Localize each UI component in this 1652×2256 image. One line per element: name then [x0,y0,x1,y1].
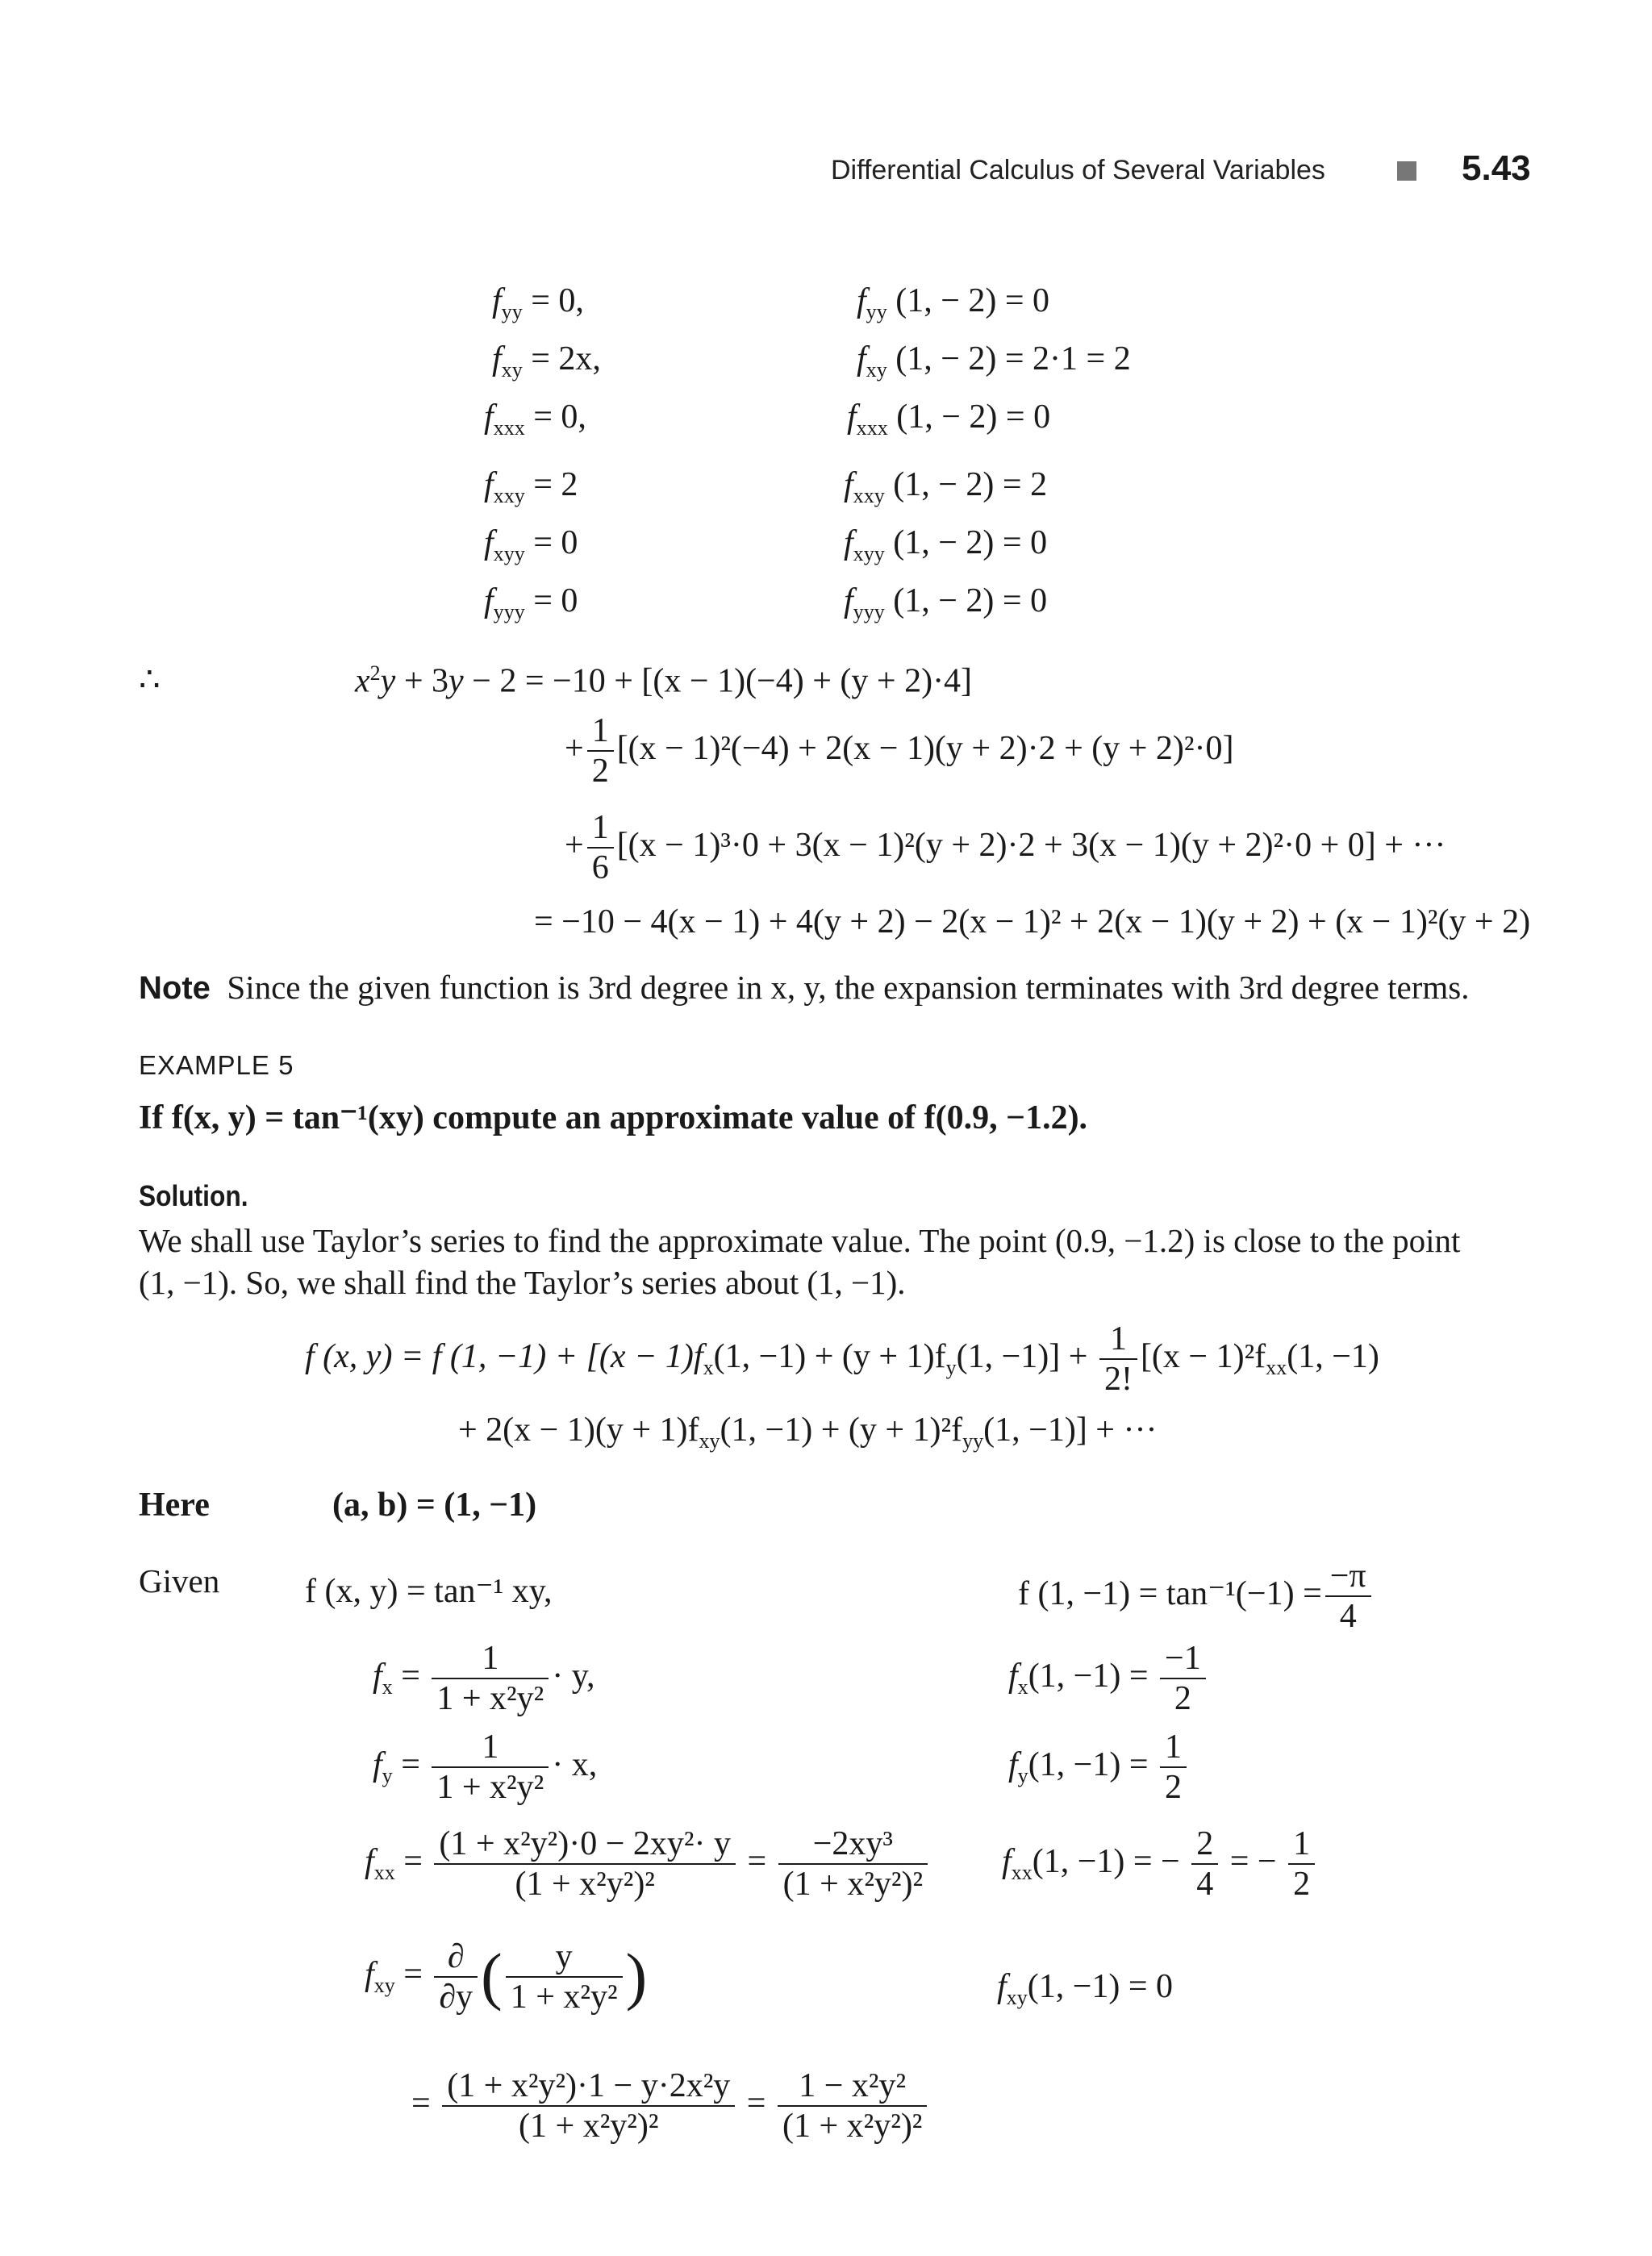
here-value: (a, b) = (1, −1) [332,1487,537,1524]
fxy-right: $f_{xy}$ (1, − 2) = 2·1 = 2 [857,340,1131,382]
fyyy-right: $f_{yyy}$ (1, − 2) = 0 [844,582,1048,624]
fxyy-left: $f_{xyy} = 0$ [484,524,578,566]
page-number: 5.43 [1462,148,1531,188]
example-problem: If f(x, y) = tan⁻¹(xy) compute an approximate value of f(0.9, −1.2). [139,1099,1088,1136]
fxy-definition: $f_{xy}$ = $\frac{\partial}{\partial y}$ ( $\frac{y}{\text{1 + x²y²}}$ ) [365,1938,648,2016]
example-label: EXAMPLE 5 [139,1050,294,1080]
expansion-line-1: $x^2y + 3y - 2 = -10 + [(x - 1)(-4) + (y + 2)\cdot 4]$ [355,661,973,700]
therefore-symbol: ∴ [139,661,161,698]
taylor-line-2: + $2(x - 1)(y + 1)f_{xy}(1$, $-1) + (y + 1)^2f_{yy}(1$, −1)] + ··· [458,1412,1158,1453]
given-f-val: f (1, −1) = tan⁻¹(−1) = $\frac{-\pi}{4}$ [1018,1557,1375,1637]
fxx-definition: $f_{xx}$ = $\frac{\text{(1 + x²y²)·0 − 2xy²· y}}{\text{(1 + x²y²)²}}$ = $\frac{\text{−2xy³}}{\text{(1 + x²y²)²}}$ [365,1824,931,1904]
note-paragraph [139,966,1470,1009]
taylor-line-1: f (x, y) = f (1, $-1) + [(x - 1)f_x(1$, $-1) + (y + 1)f_y(1$, −1)] + $\frac{1}{2!}$ [$(x - 1)^2f_{xx}(1$, −1) [305,1320,1379,1399]
note-text: Since the given function is 3rd degree in x, y, the expansion terminates with 3rd degree terms. [227,969,1470,1006]
running-header-title: Differential Calculus of Several Variables [831,155,1325,186]
given-f-def: f (x, y) = tan⁻¹ xy, [305,1573,553,1610]
expansion-line-3: + $\frac{1}{6}$ [(x − 1)³·0 + 3(x − 1)²(y + 2)·2 + 3(x − 1)(y + 2)²·0 + 0] + ··· [565,809,1446,887]
fxy-left: $f_{xy} = 2x$, [492,340,601,382]
given-label: Given [139,1562,220,1599]
solution-label: Solution. [139,1179,248,1212]
expansion-line-4: = −10 − 4(x − 1) + 4(y + 2) − 2(x − 1)² + 2(x − 1)(y + 2) + (x − 1)²(y + 2) [534,903,1531,940]
fxy-simplified: = $\frac{\text{(1 + x²y²)·1 − y·2x²y}}{\text{(1 + x²y²)²}}$ = $\frac{\text{1 − x²y²}}{\text{(1 + x²y²)²}}$ [411,2066,930,2146]
fxyy-right: $f_{xyy}$ (1, − 2) = 0 [844,524,1048,566]
solution-text-1: We shall use Taylor’s series to find the approximate value. The point (0.9, −1.2) is close to the point [139,1222,1461,1259]
fx-value: $f_x(1$, −1) = $\frac{-1}{2}$ [1008,1639,1209,1719]
fxxx-left: $f_{xxx} = 0$, [484,398,586,440]
fyy-left: $f_{yy} = 0$, [492,282,584,324]
fy-definition: $f_y$ = $\frac{1}{\text{1 + x²y²}}$ · x, [373,1728,598,1807]
fxxy-left: $f_{xxy} = 2$ [484,466,578,508]
fxx-value: $f_{xx}(1$, −1) = − $\frac{2}{4}$ = − $\frac{1}{2}$ [1002,1824,1318,1904]
fyyy-left: $f_{yyy} = 0$ [484,582,578,624]
solution-text-2: (1, −1). So, we shall find the Taylor’s series about (1, −1). [139,1264,906,1301]
fxxy-right: $f_{xxy}$ (1, − 2) = 2 [844,466,1048,508]
fxy-value: $f_{xy}(1$, −1) = 0 [997,1968,1174,2010]
fx-definition: $f_x$ = $\frac{1}{\text{1 + x²y²}}$ · y, [373,1640,595,1718]
fy-value: $f_y(1$, −1) = $\frac{1}{2}$ [1008,1728,1190,1808]
header-square-icon [1397,161,1416,181]
fyy-right: $f_{yy}$ (1, − 2) = 0 [857,282,1050,324]
fxxx-right: $f_{xxx}$ (1, − 2) = 0 [847,398,1051,440]
here-label: Here [139,1487,210,1524]
expansion-line-2: + $\frac{1}{2}$ [(x − 1)²(−4) + 2(x − 1)(y + 2)·2 + (y + 2)²·0] [565,712,1234,790]
note-label: Note [139,970,211,1006]
